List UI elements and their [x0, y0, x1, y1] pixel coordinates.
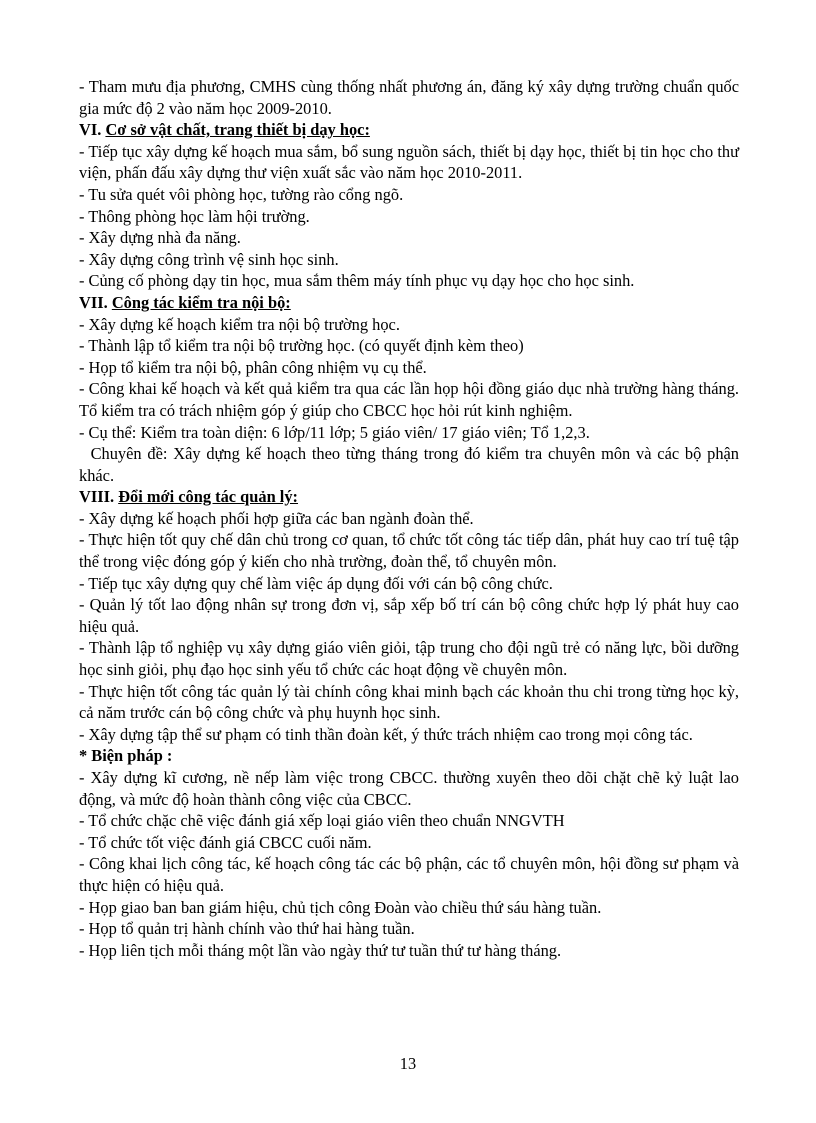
paragraph: - Họp tổ kiểm tra nội bộ, phân công nhiệm vụ cụ thể. — [79, 357, 427, 377]
document-body — [79, 76, 744, 961]
paragraph: - Thành lập tổ nghiệp vụ xây dựng giáo viên giỏi, tập trung cho đội ngũ trẻ có năng lực, bồi dưỡng học sinh giỏi, phụ đạo học sinh yếu tổ chức các hoạt động về chuyên môn. — [79, 638, 739, 680]
paragraph: - Tu sửa quét vôi phòng học, tường rào cổng ngõ. — [79, 184, 404, 204]
paragraph: - Xây dựng kế hoạch kiểm tra nội bộ trường học. — [79, 314, 400, 334]
paragraph: - Họp tổ quản trị hành chính vào thứ hai hàng tuần. — [79, 919, 415, 939]
paragraph: - Thực hiện tốt công tác quản lý tài chính công khai minh bạch các khoản thu chi trong từng học kỳ, cả năm trước cán bộ công chức và phụ huynh học sinh. — [79, 681, 739, 723]
paragraph: - Họp liên tịch mỗi tháng một lần vào ngày thứ tư tuần thứ tư hàng tháng. — [79, 940, 562, 960]
paragraph: Chuyên đề: Xây dựng kế hoạch theo từng tháng trong đó kiểm tra chuyên môn và các bộ phận khác. — [79, 444, 744, 485]
paragraph: - Tiếp tục xây dựng kế hoạch mua sắm, bổ sung nguồn sách, thiết bị dạy học, thiết bị tin học cho thư viện, phấn đấu xây dựng thư viện xuất sắc vào năm học 2010-2011. — [79, 141, 739, 183]
paragraph: - Xây dựng nhà đa năng. — [79, 228, 241, 248]
section-heading — [79, 119, 739, 141]
section-heading — [79, 486, 739, 508]
paragraph: - Cụ thể: Kiểm tra toàn diện: 6 lớp/11 lớp; 5 giáo viên/ 17 giáo viên; Tổ 1,2,3. — [79, 422, 590, 442]
paragraph: - Thực hiện tốt quy chế dân chủ trong cơ quan, tổ chức tốt công tác tiếp dân, phát huy cao trí tuệ tập thể trong việc đóng góp ý kiến cho nhà trường, đoàn thể, tổ chuyên môn. — [79, 530, 739, 572]
paragraph: - Xây dựng kế hoạch phối hợp giữa các ban ngành đoàn thể. — [79, 508, 474, 528]
paragraph: - Tổ chức tốt việc đánh giá CBCC cuối năm. — [79, 832, 372, 852]
paragraph: - Thông phòng học làm hội trường. — [79, 206, 310, 226]
paragraph: - Công khai kế hoạch và kết quả kiểm tra qua các lần họp hội đồng giáo dục nhà trường hàng tháng. Tổ kiểm tra có trách nhiệm góp ý giúp cho CBCC học hỏi rút kinh nghiệm. — [79, 379, 739, 420]
section-title: Đổi mới công tác quản lý: — [118, 487, 299, 507]
section-heading — [79, 292, 739, 314]
paragraph: - Tham mưu địa phương, CMHS cùng thống nhất phương án, đăng ký xây dựng trường chuẩn quốc gia mức độ 2 vào năm học 2009-2010. — [79, 77, 739, 118]
paragraph: - Tổ chức chặc chẽ việc đánh giá xếp loại giáo viên theo chuẩn NNGVTH — [79, 811, 565, 831]
paragraph: - Xây dựng tập thể sư phạm có tinh thần đoàn kết, ý thức trách nhiệm cao trong mọi công tác. — [79, 724, 693, 744]
section-title: Cơ sở vật chất, trang thiết bị dạy học: — [105, 120, 370, 140]
paragraph: - Công khai lịch công tác, kế hoạch công tác các bộ phận, các tổ chuyên môn, hội đồng sư phạm và thực hiện có hiệu quả. — [79, 854, 739, 895]
paragraph: - Xây dựng công trình vệ sinh học sinh. — [79, 249, 339, 269]
paragraph: - Họp giao ban ban giám hiệu, chủ tịch công Đoàn vào chiều thứ sáu hàng tuần. — [79, 897, 602, 917]
section-number: VIII. — [79, 487, 115, 507]
section-title: Công tác kiểm tra nội bộ: — [111, 292, 291, 312]
paragraph: - Xây dựng kĩ cương, nề nếp làm việc trong CBCC. thường xuyên theo dõi chặt chẽ kỷ luật lao động, và mức độ hoàn thành công việc của CBCC. — [79, 768, 739, 809]
section-number: VI. — [79, 120, 102, 140]
paragraph: - Củng cố phòng dạy tin học, mua sắm thêm máy tính phục vụ dạy học cho học sinh. — [79, 271, 635, 291]
page-number: 13 — [399, 1054, 417, 1073]
paragraph: - Quản lý tốt lao động nhân sự trong đơn vị, sắp xếp bố trí cán bộ công chức hợp lý phát huy cao hiệu quả. — [79, 595, 739, 636]
measures-heading: * Biện pháp : — [79, 746, 173, 766]
section-number: VII. — [79, 292, 108, 312]
paragraph: - Tiếp tục xây dựng quy chế làm việc áp dụng đối với cán bộ công chức. — [79, 573, 553, 593]
paragraph: - Thành lập tổ kiểm tra nội bộ trường học. (có quyết định kèm theo) — [79, 336, 524, 356]
